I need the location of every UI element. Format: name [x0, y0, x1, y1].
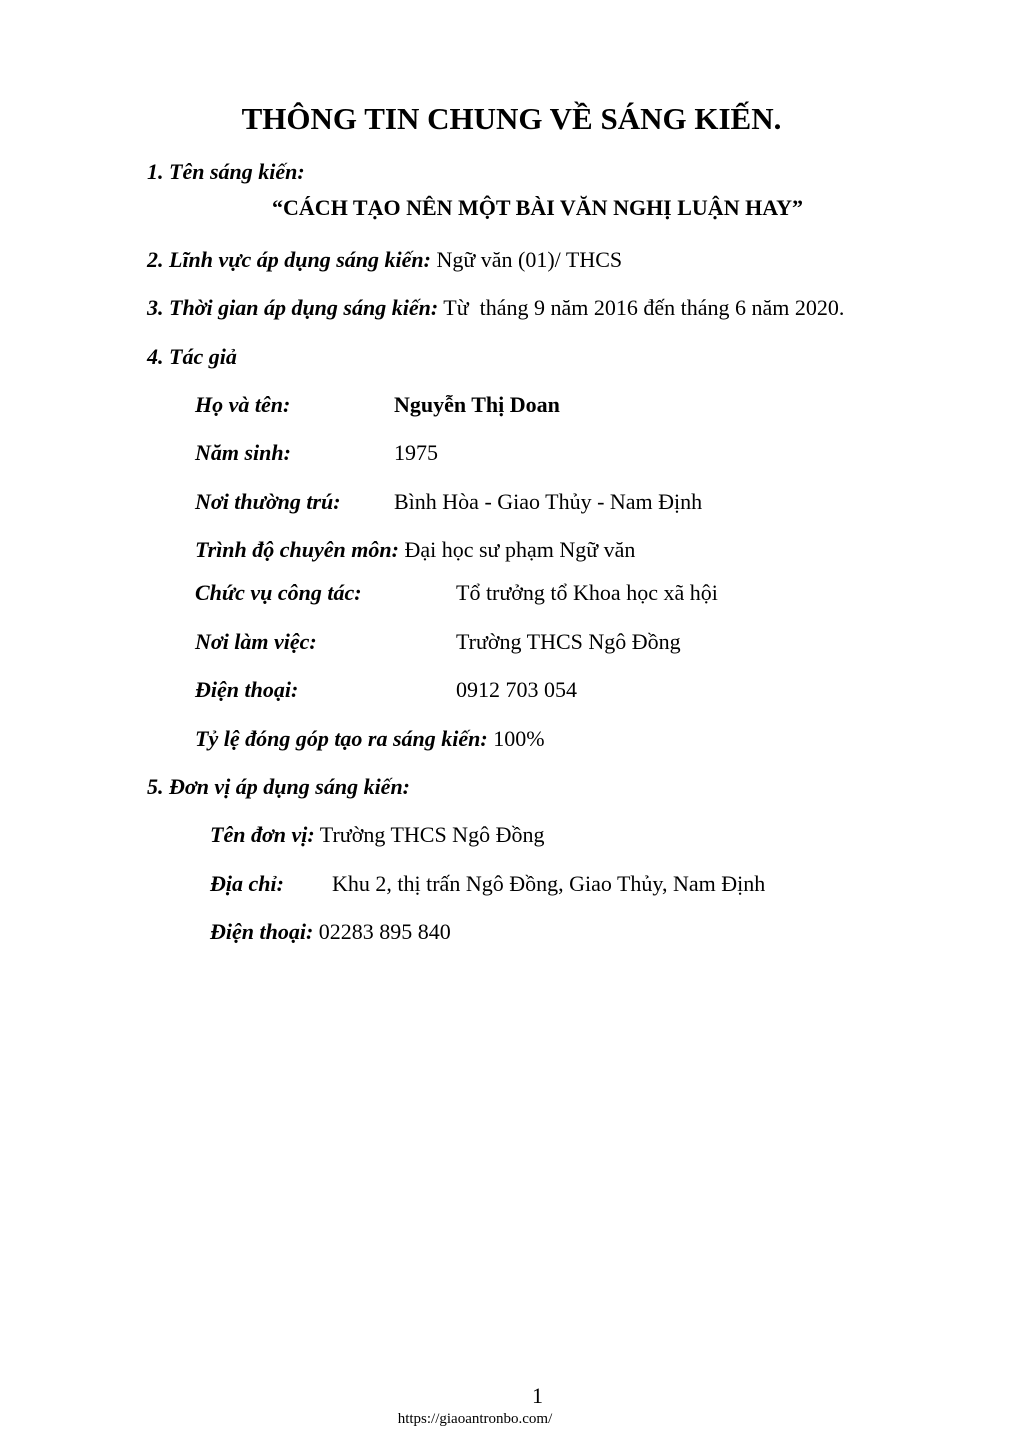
position-label: Chức vụ công tác: [195, 580, 362, 605]
section-5-label: 5. Đơn vị áp dụng sáng kiến: [147, 774, 411, 799]
unit-phone-label: Điện thoại: [210, 919, 314, 944]
section-2-label: 2. Lĩnh vực áp dụng sáng kiến: [147, 247, 431, 272]
birth-year-label: Năm sinh: [195, 440, 291, 465]
contribution-label: Tỷ lệ đóng góp tạo ra sáng kiến: [195, 726, 488, 751]
page-title: THÔNG TIN CHUNG VỀ SÁNG KIẾN. [241, 101, 782, 136]
author-name-line [195, 394, 290, 416]
residence-label: Nơi thường trú: [195, 489, 341, 514]
author-name-label: Họ và tên: [195, 392, 291, 417]
qualification-value: Đại học sư phạm Ngữ văn [398, 537, 636, 562]
workplace-label: Nơi làm việc: [195, 629, 317, 654]
contribution-value: 100% [487, 726, 545, 751]
position-value: Tổ trưởng tổ Khoa học xã hội [456, 580, 718, 605]
unit-phone-line [210, 921, 451, 943]
author-phone-value: 0912 703 054 [456, 677, 577, 702]
author-phone-label: Điện thoại: [195, 677, 299, 702]
unit-name-label: Tên đơn vị: [210, 822, 315, 847]
unit-name-line [210, 824, 544, 846]
unit-phone-value: 02283 895 840 [313, 919, 451, 944]
section-4-label: 4. Tác giả [147, 344, 237, 369]
footer-url-link[interactable]: https://giaoantronbo.com/ [397, 1411, 553, 1427]
page-number: 1 [532, 1383, 543, 1408]
section-3-value: Từ tháng 9 năm 2016 đến tháng 6 năm 2020. [438, 295, 845, 320]
birth-year-value: 1975 [394, 440, 438, 465]
residence-value: Bình Hòa - Giao Thủy - Nam Định [394, 489, 703, 514]
section-2-value: Ngữ văn (01)/ THCS [430, 247, 623, 272]
section-3-label: 3. Thời gian áp dụng sáng kiến: [147, 295, 439, 320]
initiative-name: “CÁCH TẠO NÊN MỘT BÀI VĂN NGHỊ LUẬN HAY” [272, 195, 803, 220]
unit-address-value: Khu 2, thị trấn Ngô Đồng, Giao Thủy, Nam Định [332, 871, 766, 896]
workplace-value: Trường THCS Ngô Đồng [456, 629, 681, 654]
section-2-line [147, 249, 622, 271]
unit-address-label: Địa chỉ: [210, 871, 284, 896]
qualification-line [195, 539, 635, 561]
unit-name-value: Trường THCS Ngô Đồng [314, 822, 545, 847]
author-name-value: Nguyễn Thị Doan [394, 392, 560, 417]
contribution-line [195, 728, 545, 750]
section-3-line [147, 297, 844, 319]
qualification-label: Trình độ chuyên môn: [195, 537, 399, 562]
section-1-label: 1. Tên sáng kiến: [147, 159, 305, 184]
